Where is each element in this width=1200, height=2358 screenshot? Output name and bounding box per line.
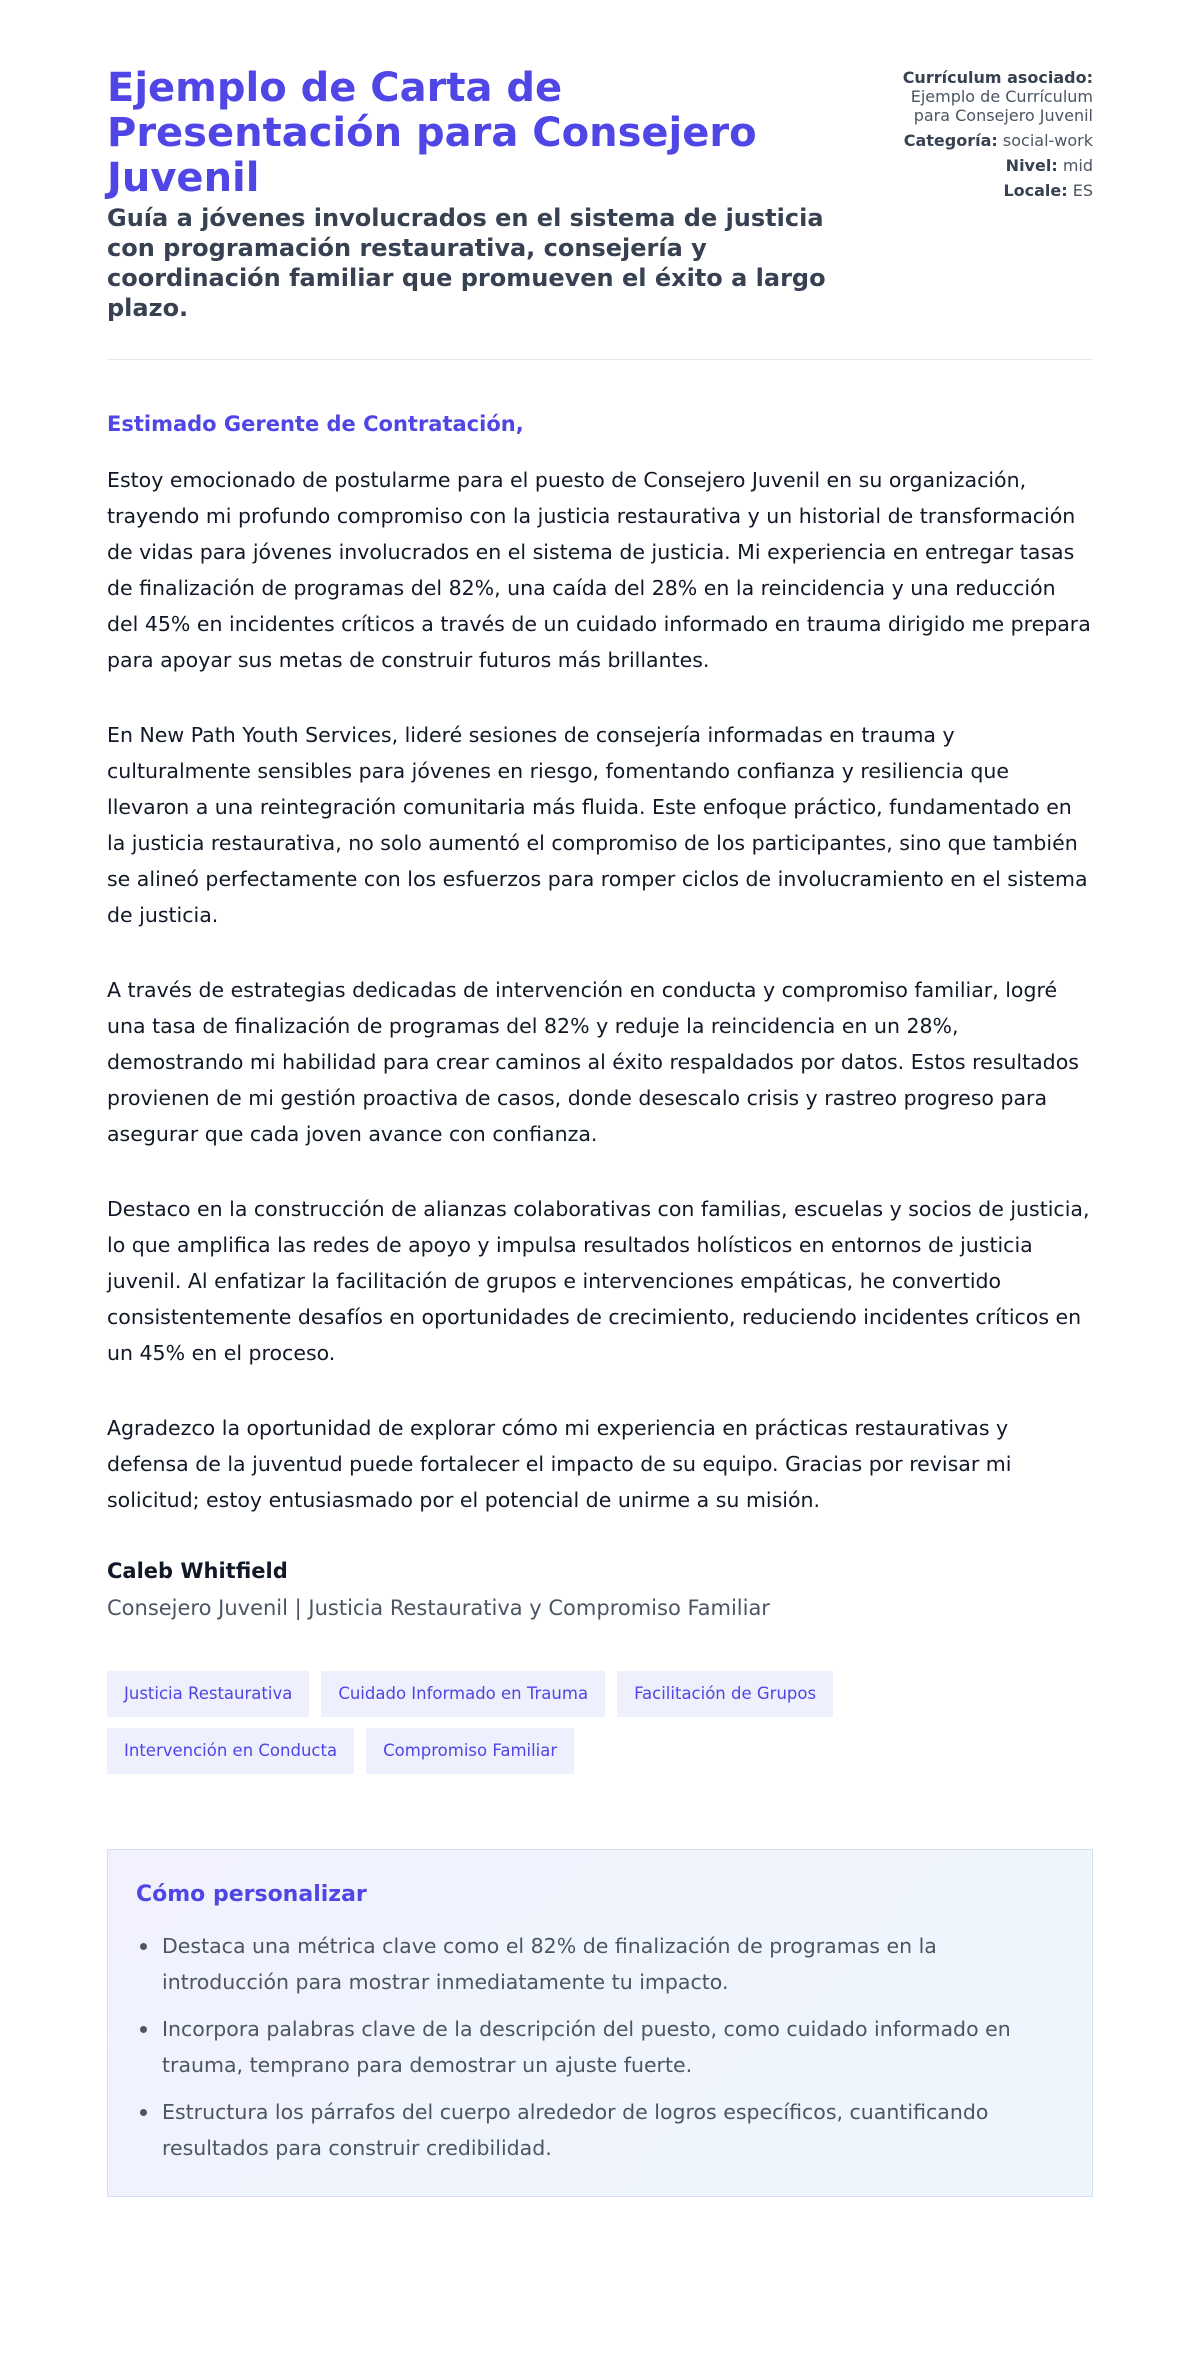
tips-item: Estructura los párrafos del cuerpo alrededor de logros específicos, cuantificando resultados para construir credibilidad. <box>136 2094 1064 2166</box>
meta-locale <box>883 181 1093 200</box>
page-title: Ejemplo de Carta de Presentación para Consejero Juvenil <box>107 65 757 201</box>
meta-resume-value: Ejemplo de Currículum para Consejero Juvenil <box>910 87 1093 125</box>
letter-paragraph: Estoy emocionado de postularme para el puesto de Consejero Juvenil en su organización, trayendo mi profundo compromiso con la justicia restaurativa y un historial de transformación de vidas para jóvenes involucrados en el sistema de justicia. Mi experiencia en entregar tasas de finalización de programas del 82%, una caída del 28% en la reincidencia y una reducción del 45% en incidentes críticos a través de un cuidado informado en trauma dirigido me prepara para apoyar sus metas de construir futuros más brillantes. <box>107 468 1091 672</box>
skill-tag: Facilitación de Grupos <box>617 1671 833 1717</box>
letter-greeting: Estimado Gerente de Contratación, <box>107 412 524 436</box>
meta-resume <box>883 68 1093 125</box>
skill-tag: Intervención en Conducta <box>107 1728 354 1774</box>
tips-item: Incorpora palabras clave de la descripción del puesto, como cuidado informado en trauma, temprano para demostrar un ajuste fuerte. <box>136 2011 1064 2083</box>
letter-paragraph: Agradezco la oportunidad de explorar cómo mi experiencia en prácticas restaurativas y defensa de la juventud puede fortalecer el impacto de su equipo. Gracias por revisar mi solicitud; estoy entusiasmado por el potencial de unirme a su misión. <box>107 1416 1012 1512</box>
header-titles <box>107 66 867 323</box>
meta-category-key: Categoría: <box>903 131 998 150</box>
skill-tags <box>107 1671 867 1774</box>
meta-level-key: Nivel: <box>1005 156 1058 175</box>
signature-block <box>107 1557 1093 1623</box>
letter-paragraph: Destaco en la construcción de alianzas colaborativas con familias, escuelas y socios de justicia, lo que amplifica las redes de apoyo y impulsa resultados holísticos en entornos de justicia juvenil. Al enfatizar la facilitación de grupos e intervenciones empáticas, he convertido consistentemente desafíos en oportunidades de crecimiento, reduciendo incidentes críticos en un 45% en el proceso. <box>107 1197 1090 1365</box>
letter-body <box>107 462 1093 1518</box>
tips-list <box>136 1928 1064 2166</box>
meta-category-value: social-work <box>1002 131 1093 150</box>
meta-locale-value: ES <box>1072 181 1093 200</box>
skill-tag: Cuidado Informado en Trauma <box>321 1671 605 1717</box>
tips-title: Cómo personalizar <box>136 1882 367 1907</box>
meta-level-value: mid <box>1062 156 1093 175</box>
skill-tag: Compromiso Familiar <box>366 1728 574 1774</box>
tips-item: Destaca una métrica clave como el 82% de finalización de programas en la introducción para mostrar inmediatamente tu impacto. <box>136 1928 1064 2000</box>
letter-paragraph: A través de estrategias dedicadas de intervención en conducta y compromiso familiar, logré una tasa de finalización de programas del 82% y reduje la reincidencia en un 28%, demostrando mi habilidad para crear caminos al éxito respaldados por datos. Estos resultados provienen de mi gestión proactiva de casos, donde desescalo crisis y rastreo progreso para asegurar que cada joven avance con confianza. <box>107 978 1079 1146</box>
meta-resume-key: Currículum asociado: <box>902 68 1093 87</box>
meta-locale-key: Locale: <box>1003 181 1068 200</box>
page-subtitle: Guía a jóvenes involucrados en el sistema de justicia con programación restaurativa, consejería y coordinación familiar que promueven el éxito a largo plazo. <box>107 204 826 322</box>
skill-tag: Justicia Restaurativa <box>107 1671 309 1717</box>
page-header <box>107 66 1093 360</box>
meta-panel <box>883 68 1093 206</box>
signature-name: Caleb Whitfield <box>107 1559 288 1583</box>
meta-level <box>883 156 1093 175</box>
letter-paragraph: En New Path Youth Services, lideré sesiones de consejería informadas en trauma y culturalmente sensibles para jóvenes en riesgo, fomentando confianza y resiliencia que llevaron a una reintegración comunitaria más fluida. Este enfoque práctico, fundamentado en la justicia restaurativa, no solo aumentó el compromiso de los participantes, sino que también se alineó perfectamente con los esfuerzos para romper ciclos de involucramiento en el sistema de justicia. <box>107 723 1088 927</box>
signature-title: Consejero Juvenil | Justicia Restaurativa y Compromiso Familiar <box>107 1596 770 1620</box>
customization-tips <box>107 1849 1093 2197</box>
meta-category <box>883 131 1093 150</box>
